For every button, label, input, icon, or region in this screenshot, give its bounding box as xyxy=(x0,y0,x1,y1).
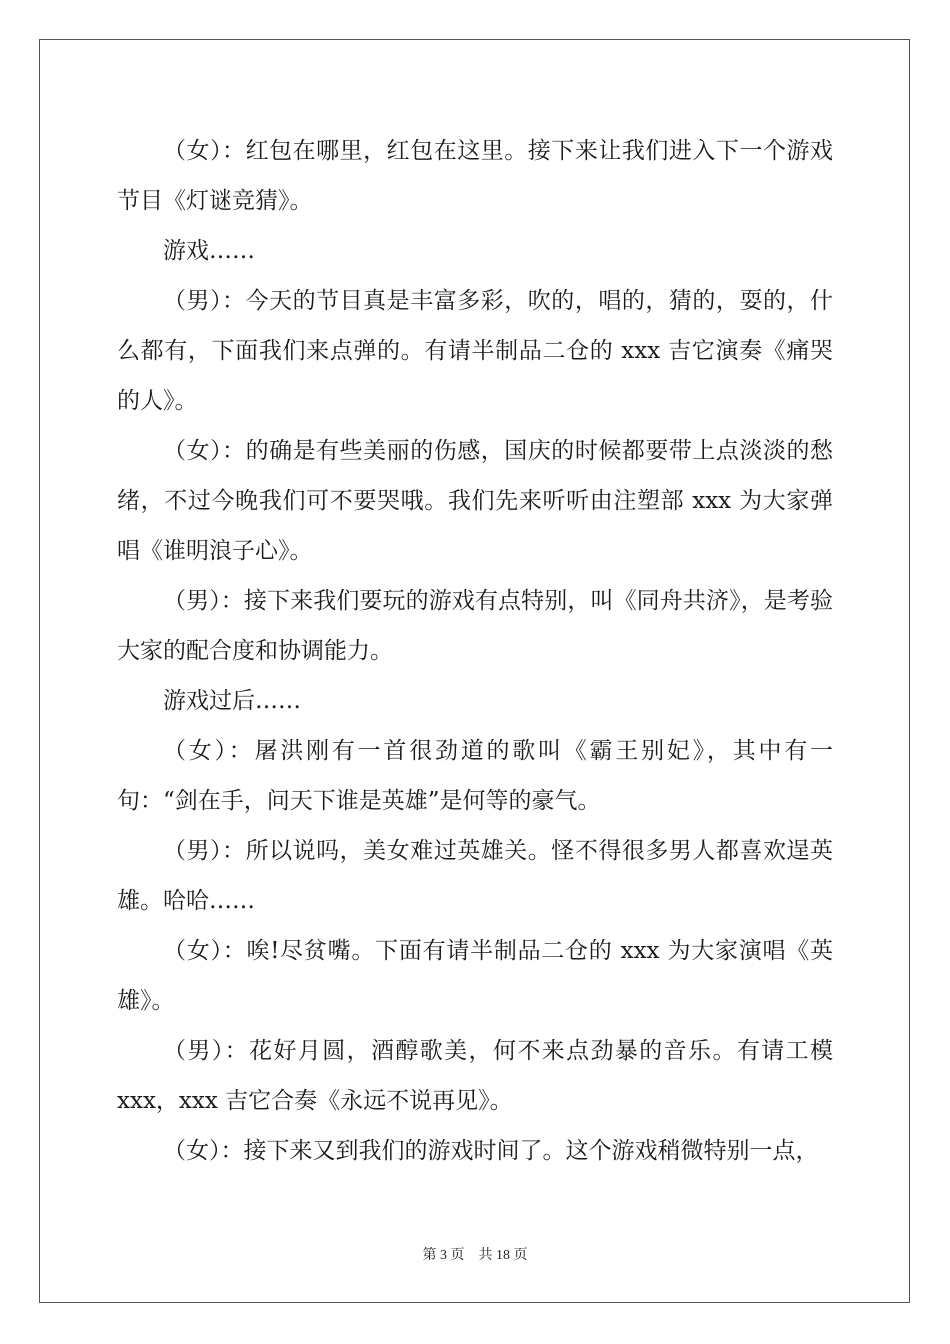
paragraph-10: （男）：花好月圆，酒醇歌美，何不来点劲暴的音乐。有请工模 xxx，xxx 吉它合奏《永远不说再见》。 xyxy=(117,1038,841,1114)
paragraph-3: （男）：今天的节目真是丰富多彩，吹的，唱的，猜的，耍的，什么都有，下面我们来点弹的。有请半制品二仓的 xxx 吉它演奏《痛哭的人》。 xyxy=(117,288,833,414)
paragraph-11: （女）：接下来又到我们的游戏时间了。这个游戏稍微特别一点， xyxy=(163,1138,819,1164)
paragraph-8: （男）：所以说吗，美女难过英雄关。怪不得很多男人都喜欢逞英雄。哈哈…… xyxy=(117,838,833,914)
paragraph-4: （女）：的确是有些美丽的伤感，国庆的时候都要带上点淡淡的愁绪，不过今晚我们可不要哭哦。我们先来听听由注塑部 xxx 为大家弹唱《谁明浪子心》。 xyxy=(117,438,833,564)
paragraph-6: 游戏过后…… xyxy=(163,688,301,714)
page-number-footer: 第 3 页 共 18 页 xyxy=(422,1248,528,1263)
paragraph-9: （女）：唉!尽贫嘴。下面有请半制品二仓的 xxx 为大家演唱《英雄》。 xyxy=(117,938,833,1014)
paragraph-2: 游戏…… xyxy=(163,238,255,264)
document-body xyxy=(117,126,841,1176)
paragraph-1: （女）：红包在哪里，红包在这里。接下来让我们进入下一个游戏节目《灯谜竞猜》。 xyxy=(117,138,833,214)
paragraph-5: （男）：接下来我们要玩的游戏有点特别，叫《同舟共济》，是考验大家的配合度和协调能力。 xyxy=(117,588,833,664)
paragraph-7: （女）：屠洪刚有一首很劲道的歌叫《霸王别妃》，其中有一句：“剑在手，问天下谁是英雄”是何等的豪气。 xyxy=(117,738,833,814)
